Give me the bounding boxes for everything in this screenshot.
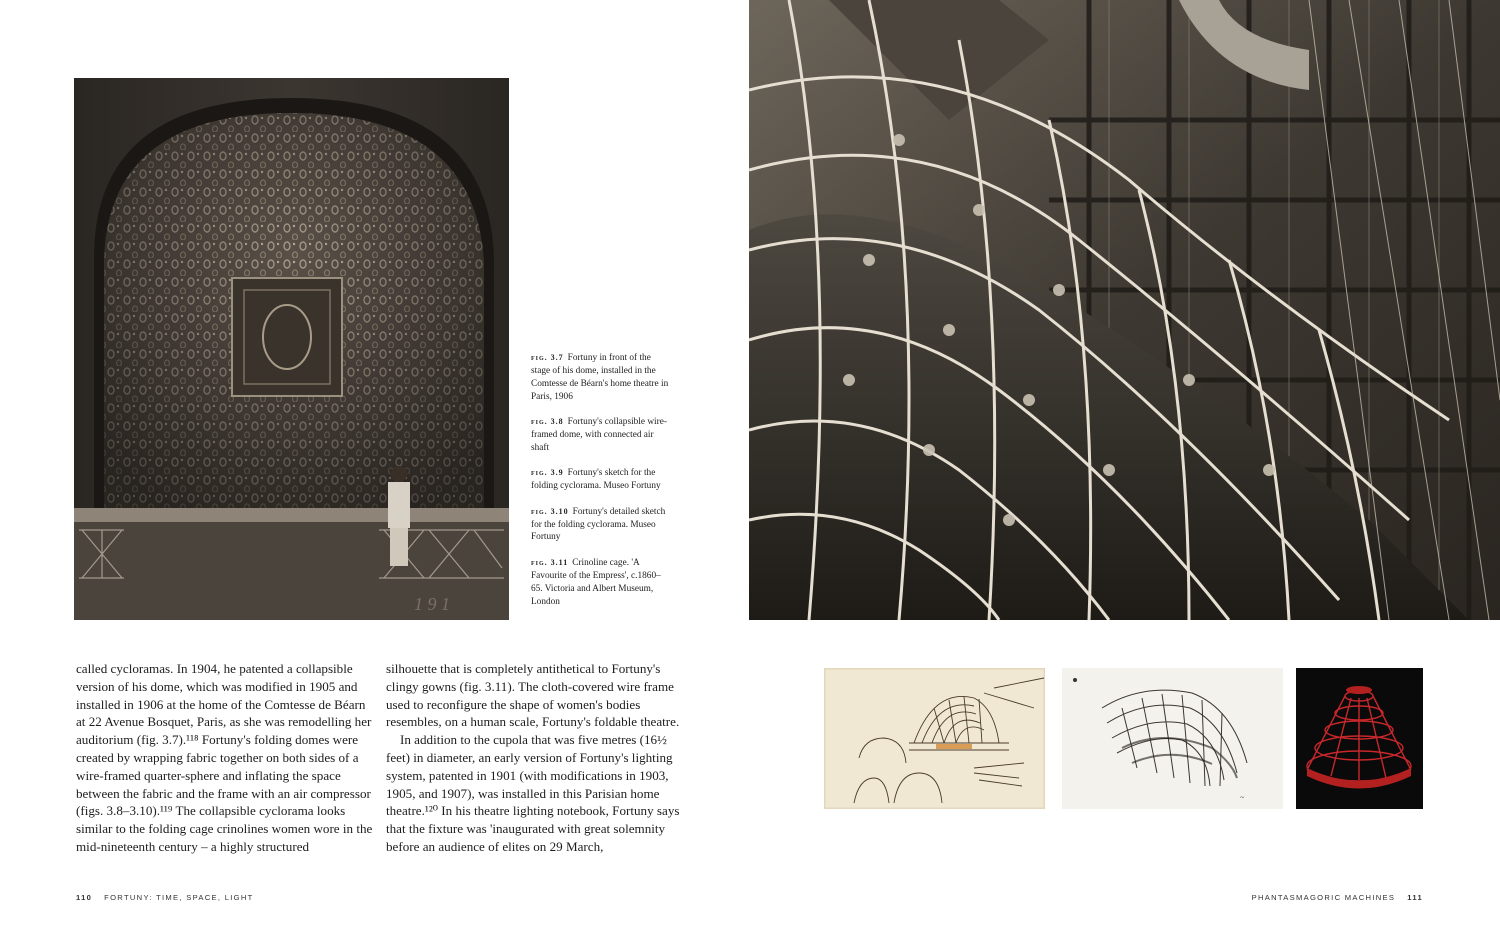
page-number: 110	[76, 893, 93, 902]
body-paragraph: In addition to the cupola that was five metres (16½ feet) in diameter, an early version of Fortuny's lighting system, patented in 1901 (with modifications in 1903, 1905, and 1907), was installed in this Parisian home theatre.¹²⁰ In his theatre lighting notebook, Fortuny says that the fixture was 'inaugurated with great solemnity before an audience of elites on 29 March,	[386, 732, 680, 854]
caption-fig-3-8	[531, 416, 671, 455]
body-paragraph: called cycloramas. In 1904, he patented a collapsible version of his dome, which was modified in 1905 and installed in 1906 at the home of the Comtesse de Béarn at 22 Avenue Bosquet, Paris, as she was remodelling her auditorium (fig. 3.7).¹¹⁸ Fortuny's folding domes were created by wrapping fabric together on both sides of a wire-framed quarter-sphere and inflating the space between the fabric and the frame with an air compressor (figs. 3.8–3.10).¹¹⁹ The collapsible cyclorama looks similar to the folding cage crinolines women wore in the mid-nineteenth century – a highly structured	[76, 661, 373, 854]
body-paragraph: silhouette that is completely antithetical to Fortuny's clingy gowns (fig. 3.11). The cloth-covered wire frame used to reconfigure the shape of women's bodies resembles, on a human scale, Fortuny's foldable theatre.	[386, 661, 680, 730]
folio-right	[1252, 893, 1423, 902]
sketch-folding-cyclorama	[824, 668, 1045, 809]
caption-label: fig. 3.7	[531, 353, 564, 362]
running-head: PHANTASMAGORIC MACHINES	[1251, 893, 1396, 902]
caption-text: Crinoline cage. 'A Favourite of the Empress', c.1860–65. Victoria and Albert Museum, London	[531, 557, 661, 607]
svg-text:1 9 1: 1 9 1	[414, 594, 450, 614]
caption-fig-3-10	[531, 506, 671, 545]
body-column-right	[386, 660, 682, 856]
caption-label: fig. 3.10	[531, 506, 569, 516]
figure-captions	[531, 352, 671, 621]
detailed-sketch-cyclorama	[1062, 668, 1283, 809]
folio-left	[76, 893, 254, 902]
caption-fig-3-7	[531, 352, 671, 404]
body-column-left	[76, 660, 376, 856]
caption-label: fig. 3.8	[531, 417, 564, 427]
caption-fig-3-9	[531, 467, 671, 493]
photo-crinoline-cage	[1296, 668, 1423, 809]
photo-dome-stage	[74, 78, 509, 620]
svg-text:~: ~	[1240, 793, 1245, 802]
caption-text: Fortuny's collapsible wire-framed dome, with connected air shaft	[531, 417, 667, 453]
caption-text: Fortuny's detailed sketch for the folding cyclorama. Museo Fortuny	[531, 506, 666, 543]
caption-label: fig. 3.11	[531, 557, 569, 567]
caption-text: Fortuny's sketch for the folding cyclorama. Museo Fortuny	[531, 468, 661, 492]
caption-label: fig. 3.9	[531, 468, 564, 478]
running-head: FORTUNY: TIME, SPACE, LIGHT	[104, 893, 254, 902]
page-number: 111	[1407, 893, 1423, 902]
photo-wire-frame-dome	[749, 0, 1500, 620]
caption-text: Fortuny in front of the stage of his dome, installed in the Comtesse de Béarn's home theatre in Paris, 1906	[531, 353, 669, 402]
caption-fig-3-11	[531, 557, 671, 609]
